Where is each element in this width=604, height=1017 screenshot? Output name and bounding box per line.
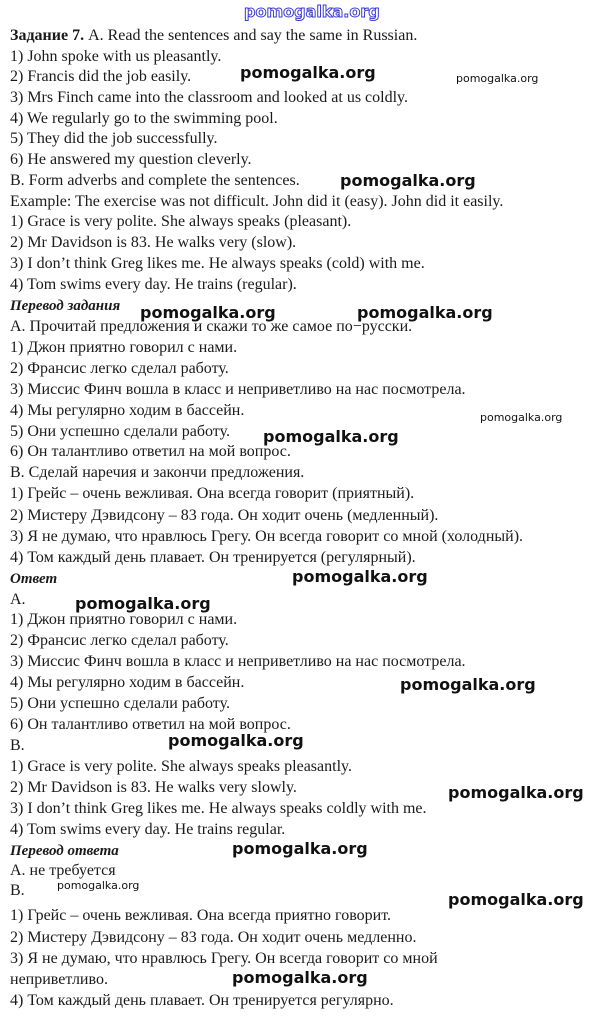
text-line: А. Прочитай предложения и скажи то же самое по−русски. [10, 318, 413, 335]
text-line: 4) We regularly go to the swimming pool. [10, 110, 278, 127]
text-line: 6) Он талантливо ответил на мой вопрос. [10, 716, 291, 733]
text-line: Example: The exercise was not difficult. John did it (easy). John did it easily. [10, 193, 504, 210]
section-heading: Ответ [10, 571, 58, 587]
text-line: 2) Мистеру Дэвидсону – 83 года. Он ходит очень медленно. [10, 929, 417, 946]
text-line: 2) Mr Davidson is 83. He walks very slowly. [10, 779, 297, 796]
text-line: 4) Tom swims every day. He trains (regular). [10, 276, 297, 293]
text-line: 5) They did the job successfully. [10, 130, 218, 147]
text-line: 2) Francis did the job easily. [10, 68, 192, 85]
text-line: 3) Миссис Финч вошла в класс и неприветливо на нас посмотрела. [10, 381, 466, 398]
text-line: 5) Они успешно сделали работу. [10, 695, 230, 712]
watermark: pomogalka.org [140, 303, 276, 322]
text-line: 5) Они успешно сделали работу. [10, 423, 230, 440]
text-line: 1) Джон приятно говорил с нами. [10, 611, 238, 628]
text-line: A. [10, 591, 26, 608]
text-line: 3) I don’t think Greg likes me. He always speaks coldly with me. [10, 800, 427, 817]
text-line: 1) Грейс – очень вежливая. Она всегда говорит (приятный). [10, 485, 415, 502]
text-line: 4) Мы регулярно ходим в бассейн. [10, 402, 245, 419]
section-heading: Перевод ответа [10, 843, 119, 859]
watermark: pomogalka.org [292, 567, 428, 586]
text-line: B. [10, 882, 25, 899]
text-line: 3) Mrs Finch came into the classroom and looked at us coldly. [10, 89, 408, 106]
section-heading: Перевод задания [10, 298, 121, 314]
watermark: pomogalka.org [57, 879, 140, 892]
text-line: 4) Мы регулярно ходим в бассейн. [10, 674, 245, 691]
watermark-top: pomogalka.org [244, 2, 380, 21]
watermark: pomogalka.org [168, 731, 304, 750]
text-line: 2) Франсис легко сделал работу. [10, 360, 229, 377]
watermark: pomogalka.org [75, 594, 211, 613]
text-line: 2) Mr Davidson is 83. He walks very (slow). [10, 234, 297, 251]
text-line: 3) I don’t think Greg likes me. He always speaks (cold) with me. [10, 255, 425, 272]
watermark: pomogalka.org [232, 968, 368, 987]
text-line: 6) He answered my question cleverly. [10, 151, 252, 168]
text-line: 6) Он талантливо ответил на мой вопрос. [10, 443, 291, 460]
watermark: pomogalka.org [480, 411, 563, 424]
task-number: Задание 7. [10, 27, 85, 44]
watermark: pomogalka.org [357, 303, 493, 322]
text-line: 1) Grace is very polite. She always speaks (pleasant). [10, 213, 352, 230]
watermark: pomogalka.org [263, 427, 399, 446]
watermark: pomogalka.org [456, 72, 539, 85]
text-line: 1) John spoke with us pleasantly. [10, 48, 222, 65]
task-heading [10, 26, 417, 46]
text-line: B. Form adverbs and complete the sentences. [10, 172, 300, 189]
watermark: pomogalka.org [240, 63, 376, 82]
watermark: pomogalka.org [400, 675, 536, 694]
text-line: 4) Tom swims every day. He trains regular. [10, 821, 286, 838]
watermark: pomogalka.org [340, 171, 476, 190]
text-line: 3) Я не думаю, что нравлюсь Грегу. Он всегда говорит со мной (холодный). [10, 528, 524, 545]
text-line: 2) Франсис легко сделал работу. [10, 632, 229, 649]
text-line: B. Сделай наречия и закончи предложения. [10, 464, 305, 481]
text-line: B. [10, 737, 25, 754]
text-line: 4) Том каждый день плавает. Он тренируется регулярно. [10, 992, 394, 1009]
text-line: 4) Том каждый день плавает. Он тренируется (регулярный). [10, 549, 416, 566]
text-line: 1) Джон приятно говорил с нами. [10, 339, 238, 356]
text-line: 1) Грейс – очень вежливая. Она всегда приятно говорит. [10, 907, 391, 924]
text-line: 1) Grace is very polite. She always speaks pleasantly. [10, 758, 352, 775]
watermark: pomogalka.org [232, 839, 368, 858]
text-line: 3) Я не думаю, что нравлюсь Грегу. Он всегда говорит со мной [10, 950, 438, 967]
text-line: 2) Мистеру Дэвидсону – 83 года. Он ходит очень (медленный). [10, 507, 439, 524]
watermark: pomogalka.org [448, 890, 584, 909]
watermark: pomogalka.org [448, 783, 584, 802]
task-heading-text: A. Read the sentences and say the same in Russian. [84, 27, 418, 44]
text-line: 3) Миссис Финч вошла в класс и неприветливо на нас посмотрела. [10, 653, 466, 670]
text-line: неприветливо. [10, 971, 108, 988]
text-line: А. не требуется [10, 862, 116, 879]
